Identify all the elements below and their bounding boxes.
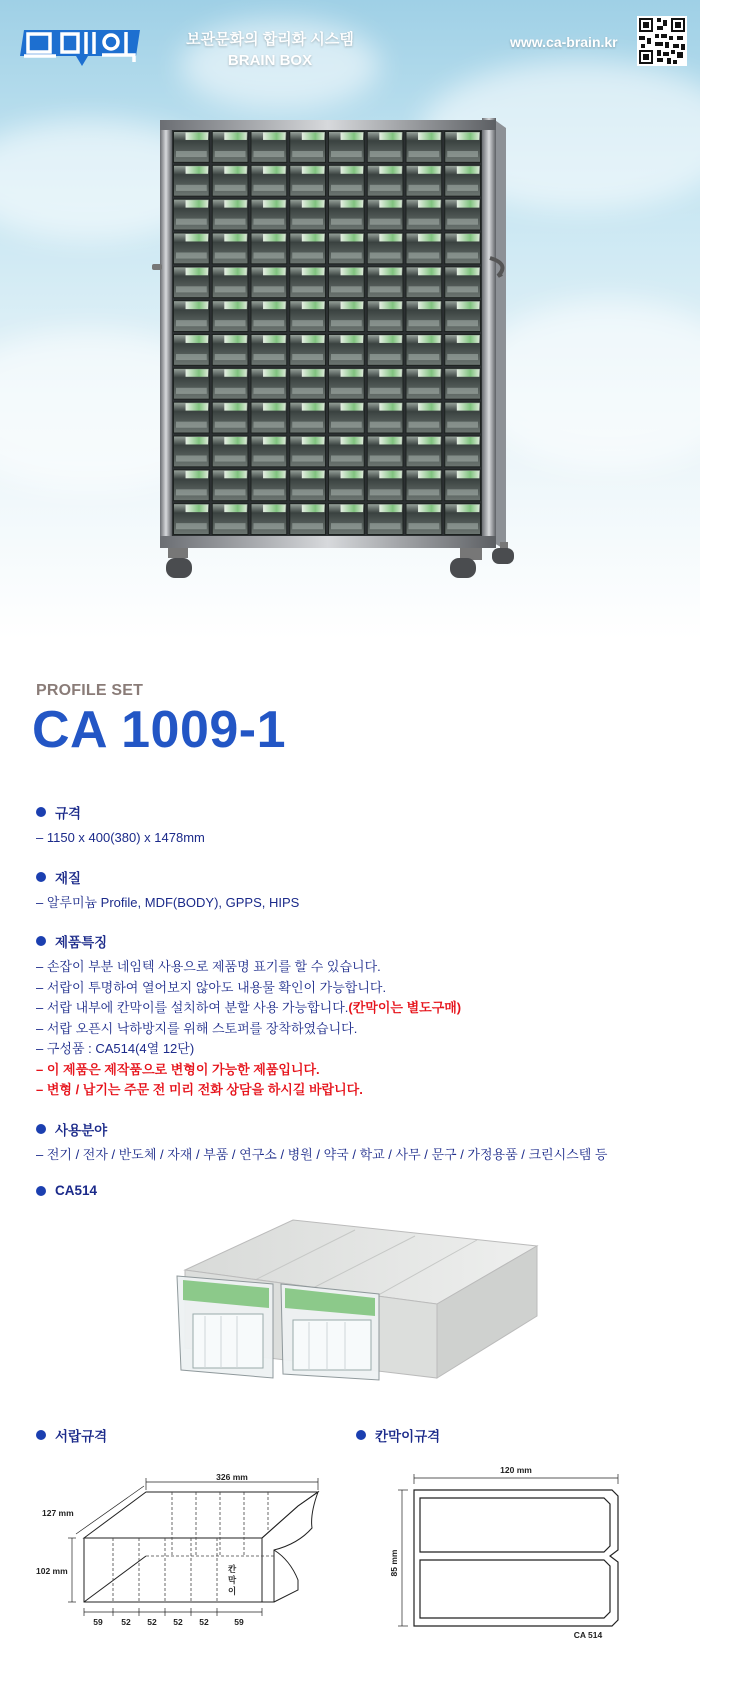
- drawer-name-tag: [263, 133, 285, 140]
- drawer-reflection: [331, 388, 362, 394]
- drawer-name-tag: [263, 302, 285, 309]
- drawer-name-tag: [186, 369, 208, 376]
- drawer-reflection: [215, 219, 246, 225]
- drawer-reflection: [292, 320, 323, 326]
- drawer-reflection: [215, 388, 246, 394]
- drawer-reflection: [254, 286, 285, 292]
- drawer-name-tag: [224, 505, 246, 512]
- drawer-reflection: [176, 151, 207, 157]
- drawer-spec-heading: [36, 1425, 107, 1445]
- drawer-reflection: [215, 320, 246, 326]
- drawer-reflection: [447, 219, 478, 225]
- drawer-name-tag: [263, 336, 285, 343]
- drawer-name-tag: [379, 234, 401, 241]
- drawer-name-tag: [302, 403, 324, 410]
- drawer-name-tag: [418, 133, 440, 140]
- drawer-reflection: [176, 455, 207, 461]
- divider-dimension-drawing: [389, 1458, 632, 1640]
- drawer-reflection: [292, 185, 323, 191]
- drawer-reflection: [176, 320, 207, 326]
- drawer-reflection: [215, 185, 246, 191]
- drawer-reflection: [215, 286, 246, 292]
- drawer-name-tag: [186, 336, 208, 343]
- drawer-name-tag: [186, 268, 208, 275]
- drawer-reflection: [176, 489, 207, 495]
- drawer-reflection: [331, 489, 362, 495]
- drawer-reflection: [254, 185, 285, 191]
- feature-line: – 손잡이 부분 네임텍 사용으로 제품명 표기를 할 수 있습니다.: [36, 959, 381, 974]
- bullet-icon: [36, 936, 46, 946]
- drawer-reflection: [331, 455, 362, 461]
- drawer-name-tag: [457, 200, 479, 207]
- drawer-reflection: [409, 354, 440, 360]
- bullet-icon: [356, 1430, 366, 1440]
- drawer-reflection: [409, 252, 440, 258]
- drawer-reflection: [292, 354, 323, 360]
- drawer-reflection: [176, 219, 207, 225]
- segment-label: 52: [121, 1617, 131, 1627]
- drawer-reflection: [331, 523, 362, 529]
- drawer-reflection: [176, 388, 207, 394]
- hero-banner: [0, 0, 700, 640]
- drawer-reflection: [370, 354, 401, 360]
- drawer-name-tag: [224, 166, 246, 173]
- drawer-name-tag: [457, 336, 479, 343]
- divider-height-label: 85 mm: [389, 1549, 399, 1577]
- bullet-icon: [36, 807, 46, 817]
- drawer-reflection: [331, 219, 362, 225]
- drawer-reflection: [409, 286, 440, 292]
- drawer-name-tag: [379, 166, 401, 173]
- spec-size-heading: 규격: [55, 806, 82, 821]
- drawer-name-tag: [457, 166, 479, 173]
- drawer-reflection: [370, 489, 401, 495]
- drawer-name-tag: [418, 471, 440, 478]
- drawer-reflection: [447, 523, 478, 529]
- drawer-name-tag: [186, 234, 208, 241]
- spec-features-heading: 제품특징: [55, 935, 108, 950]
- drawer-reflection: [215, 354, 246, 360]
- drawer-reflection: [447, 185, 478, 191]
- drawer-name-tag: [224, 471, 246, 478]
- drawer-reflection: [176, 523, 207, 529]
- drawer-reflection: [409, 455, 440, 461]
- drawer-name-tag: [302, 336, 324, 343]
- drawer-name-tag: [418, 166, 440, 173]
- drawer-reflection: [447, 388, 478, 394]
- drawer-reflection: [331, 354, 362, 360]
- drawer-reflection: [331, 252, 362, 258]
- bullet-icon: [36, 1430, 46, 1440]
- website-link[interactable]: www.ca-brain.kr: [510, 34, 618, 50]
- model-number: CA 1009-1: [32, 701, 287, 759]
- drawer-reflection: [447, 422, 478, 428]
- segment-label: 59: [93, 1617, 103, 1627]
- drawer-name-tag: [224, 302, 246, 309]
- drawer-reflection: [447, 354, 478, 360]
- feature-text: – 서랍 내부에 칸막이를 설치하여 분할 사용 가능합니다.: [36, 1000, 349, 1015]
- drawer-reflection: [292, 422, 323, 428]
- drawer-name-tag: [379, 133, 401, 140]
- drawer-reflection: [176, 422, 207, 428]
- drawer-reflection: [292, 286, 323, 292]
- spec-material: [36, 867, 686, 914]
- drawer-reflection: [331, 286, 362, 292]
- drawer-name-tag: [379, 437, 401, 444]
- spec-usage: [36, 1119, 686, 1166]
- drawer-reflection: [370, 219, 401, 225]
- bullet-icon: [36, 1186, 46, 1196]
- drawer-name-tag: [457, 234, 479, 241]
- bullet-icon: [36, 1124, 46, 1134]
- drawer-reflection: [215, 489, 246, 495]
- drawer-spec-heading-label: 서랍규격: [55, 1429, 108, 1444]
- drawer-name-tag: [379, 336, 401, 343]
- divider-width-label: 120 mm: [500, 1465, 532, 1475]
- drawer-name-tag: [186, 133, 208, 140]
- drawer-reflection: [254, 422, 285, 428]
- drawer-name-tag: [341, 234, 363, 241]
- drawer-name-tag: [302, 133, 324, 140]
- segment-label: 52: [147, 1617, 157, 1627]
- tagline-english: BRAIN BOX: [227, 52, 313, 69]
- drawer-reflection: [370, 388, 401, 394]
- drawer-width-label: 326 mm: [216, 1472, 248, 1482]
- drawer-name-tag: [341, 336, 363, 343]
- drawer-reflection: [176, 354, 207, 360]
- brain-logo-icon[interactable]: [18, 24, 146, 70]
- spec-size-value: – 1150 x 400(380) x 1478mm: [36, 830, 205, 845]
- drawer-name-tag: [263, 234, 285, 241]
- drawer-reflection: [292, 252, 323, 258]
- drawer-reflection: [254, 252, 285, 258]
- component-heading-label: CA514: [55, 1183, 98, 1198]
- drawer-reflection: [409, 185, 440, 191]
- drawer-depth-label: 127 mm: [42, 1508, 74, 1518]
- drawer-name-tag: [341, 166, 363, 173]
- feature-line: – 구성품 : CA514(4열 12단): [36, 1041, 195, 1056]
- drawer-reflection: [215, 523, 246, 529]
- drawer-name-tag: [341, 200, 363, 207]
- cabinet-illustration: [160, 118, 550, 618]
- drawer-name-tag: [457, 505, 479, 512]
- drawer-name-tag: [186, 505, 208, 512]
- drawer-reflection: [254, 388, 285, 394]
- drawer-name-tag: [186, 302, 208, 309]
- drawer-reflection: [370, 151, 401, 157]
- drawer-name-tag: [224, 369, 246, 376]
- drawer-name-tag: [186, 200, 208, 207]
- drawer-name-tag: [457, 471, 479, 478]
- ca514-unit-illustration: [175, 1218, 545, 1393]
- drawer-reflection: [176, 286, 207, 292]
- component-heading: [36, 1183, 97, 1198]
- drawer-name-tag: [418, 234, 440, 241]
- drawer-name-tag: [341, 437, 363, 444]
- drawer-name-tag: [341, 268, 363, 275]
- qr-code-icon[interactable]: [637, 16, 687, 66]
- drawer-reflection: [447, 455, 478, 461]
- drawer-name-tag: [263, 471, 285, 478]
- drawer-name-tag: [341, 403, 363, 410]
- drawer-name-tag: [341, 302, 363, 309]
- drawer-reflection: [292, 523, 323, 529]
- drawer-reflection: [254, 455, 285, 461]
- drawer-reflection: [292, 151, 323, 157]
- drawer-reflection: [409, 320, 440, 326]
- feature-line: – 서랍이 투명하여 열어보지 않아도 내용물 확인이 가능합니다.: [36, 979, 387, 995]
- drawer-name-tag: [224, 200, 246, 207]
- drawer-name-tag: [263, 268, 285, 275]
- drawer-reflection: [447, 286, 478, 292]
- drawer-name-tag: [379, 403, 401, 410]
- drawer-name-tag: [457, 437, 479, 444]
- drawer-front-right: [281, 1284, 379, 1380]
- drawer-reflection: [254, 523, 285, 529]
- drawer-reflection: [370, 320, 401, 326]
- drawer-reflection: [370, 455, 401, 461]
- drawer-name-tag: [341, 369, 363, 376]
- drawer-reflection: [292, 219, 323, 225]
- drawer-name-tag: [418, 369, 440, 376]
- drawer-name-tag: [302, 302, 324, 309]
- drawer-name-tag: [302, 268, 324, 275]
- drawer-dimension-drawing: [36, 1470, 336, 1630]
- spec-material-value: – 알루미늄 Profile, MDF(BODY), GPPS, HIPS: [36, 894, 300, 910]
- drawer-name-tag: [263, 505, 285, 512]
- spec-size: [36, 802, 686, 849]
- drawer-name-tag: [302, 505, 324, 512]
- drawer-name-tag: [379, 369, 401, 376]
- drawer-name-tag: [418, 403, 440, 410]
- drawer-reflection: [254, 219, 285, 225]
- divider-spec-heading: [356, 1425, 440, 1445]
- drawer-name-tag: [263, 200, 285, 207]
- drawer-height-label: 102 mm: [36, 1566, 68, 1576]
- drawer-name-tag: [418, 336, 440, 343]
- drawer-reflection: [254, 489, 285, 495]
- drawer-reflection: [331, 185, 362, 191]
- drawer-reflection: [254, 320, 285, 326]
- drawer-name-tag: [224, 403, 246, 410]
- drawer-reflection: [215, 422, 246, 428]
- drawer-reflection: [331, 151, 362, 157]
- drawer-name-tag: [379, 302, 401, 309]
- drawer-reflection: [409, 219, 440, 225]
- drawer-name-tag: [341, 133, 363, 140]
- drawer-name-tag: [302, 369, 324, 376]
- series-label: PROFILE SET: [36, 682, 144, 699]
- drawer-name-tag: [224, 336, 246, 343]
- drawer-reflection: [215, 151, 246, 157]
- drawer-name-tag: [302, 437, 324, 444]
- segment-label: 59: [234, 1617, 244, 1627]
- divider-label-1: 칸: [228, 1564, 237, 1574]
- spec-usage-heading: 사용분야: [55, 1122, 108, 1138]
- segment-label: 52: [173, 1617, 183, 1627]
- drawer-name-tag: [379, 268, 401, 275]
- drawer-name-tag: [418, 268, 440, 275]
- drawer-reflection: [292, 388, 323, 394]
- drawer-reflection: [409, 422, 440, 428]
- feature-warning: – 이 제품은 제작품으로 변형이 가능한 제품입니다.: [36, 1061, 320, 1077]
- drawer-reflection: [409, 523, 440, 529]
- drawer-name-tag: [302, 471, 324, 478]
- drawer-name-tag: [186, 471, 208, 478]
- drawer-name-tag: [457, 369, 479, 376]
- drawer-name-tag: [457, 302, 479, 309]
- drawer-name-tag: [224, 437, 246, 444]
- drawer-front-left: [177, 1276, 273, 1378]
- drawer-name-tag: [379, 505, 401, 512]
- spec-features: [36, 931, 686, 1101]
- drawer-name-tag: [186, 166, 208, 173]
- drawer-name-tag: [263, 437, 285, 444]
- bullet-icon: [36, 872, 46, 882]
- drawer-name-tag: [224, 133, 246, 140]
- drawer-name-tag: [224, 234, 246, 241]
- divider-label-3: 이: [228, 1586, 237, 1596]
- drawer-name-tag: [263, 166, 285, 173]
- drawer-reflection: [176, 252, 207, 258]
- spec-usage-value: – 전기 / 전자 / 반도체 / 자재 / 부품 / 연구소 / 병원 / 약국 / 학교 / 사무 / 문구 / 가정용품 / 크린시스템 등: [36, 1146, 608, 1162]
- drawer-reflection: [215, 252, 246, 258]
- drawer-name-tag: [379, 200, 401, 207]
- drawer-name-tag: [457, 268, 479, 275]
- spec-material-heading: 재질: [55, 870, 82, 886]
- divider-model-label: CA 514: [573, 1630, 603, 1640]
- drawer-reflection: [292, 489, 323, 495]
- drawer-name-tag: [418, 437, 440, 444]
- drawer-name-tag: [457, 133, 479, 140]
- drawer-reflection: [370, 252, 401, 258]
- drawer-reflection: [447, 151, 478, 157]
- segment-label: 52: [199, 1617, 209, 1627]
- tagline: [170, 28, 370, 69]
- drawer-name-tag: [263, 369, 285, 376]
- drawer-reflection: [331, 320, 362, 326]
- drawer-name-tag: [418, 200, 440, 207]
- feature-line: – 서랍 오픈시 낙하방지를 위해 스토퍼를 장착하였습니다.: [36, 1020, 358, 1036]
- drawer-reflection: [254, 151, 285, 157]
- drawer-reflection: [215, 455, 246, 461]
- drawer-name-tag: [379, 471, 401, 478]
- divider-label-2: 막: [228, 1575, 237, 1585]
- drawer-name-tag: [263, 403, 285, 410]
- drawer-reflection: [447, 252, 478, 258]
- drawer-reflection: [254, 354, 285, 360]
- drawer-reflection: [370, 286, 401, 292]
- drawer-name-tag: [186, 403, 208, 410]
- drawer-reflection: [370, 422, 401, 428]
- drawer-reflection: [409, 388, 440, 394]
- drawer-reflection: [447, 320, 478, 326]
- drawer-name-tag: [224, 268, 246, 275]
- spec-list: [36, 802, 686, 1183]
- drawer-name-tag: [341, 505, 363, 512]
- drawer-name-tag: [418, 505, 440, 512]
- divider-spec-heading-label: 칸막이규격: [375, 1429, 441, 1444]
- drawer-name-tag: [302, 166, 324, 173]
- drawer-name-tag: [302, 234, 324, 241]
- drawer-reflection: [370, 185, 401, 191]
- feature-warning: – 변형 / 납기는 주문 전 미리 전화 상담을 하시길 바랍니다.: [36, 1082, 363, 1097]
- drawer-reflection: [370, 523, 401, 529]
- drawer-reflection: [409, 151, 440, 157]
- drawer-reflection: [447, 489, 478, 495]
- drawer-reflection: [331, 422, 362, 428]
- drawer-reflection: [409, 489, 440, 495]
- drawer-reflection: [292, 455, 323, 461]
- drawer-reflection: [176, 185, 207, 191]
- drawer-name-tag: [457, 403, 479, 410]
- drawer-name-tag: [418, 302, 440, 309]
- tagline-korean: 보관문화의 합리화 시스템: [186, 31, 354, 48]
- feature-note: (칸막이는 별도구매): [348, 1000, 462, 1015]
- feature-line: [36, 998, 686, 1019]
- drawer-name-tag: [341, 471, 363, 478]
- drawer-name-tag: [302, 200, 324, 207]
- drawer-name-tag: [186, 437, 208, 444]
